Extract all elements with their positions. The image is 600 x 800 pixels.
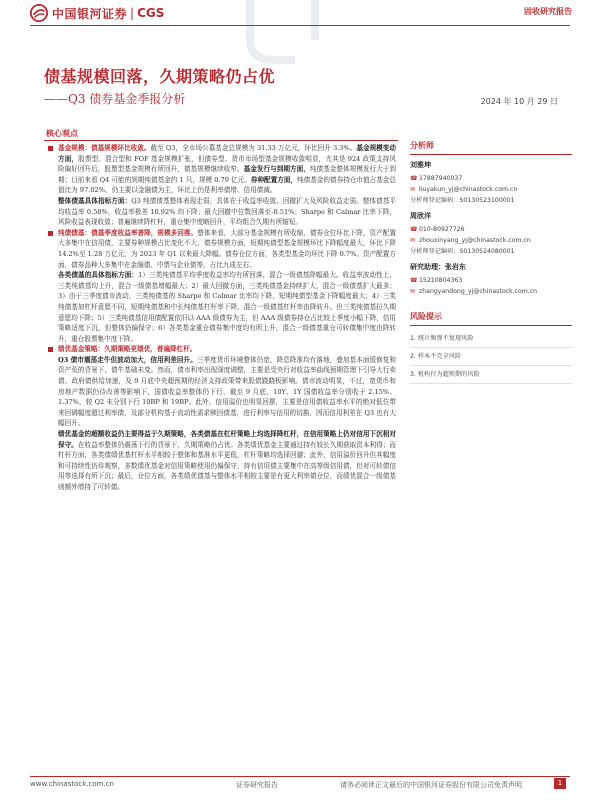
analyst-phone: ☎ 15210804363 [410, 277, 463, 284]
risk-heading: 风险提示 [410, 311, 572, 326]
email-icon: ✉ [410, 288, 416, 295]
section-label-core-views: 核心观点 [46, 128, 78, 138]
phone-icon: ☎ [410, 277, 418, 284]
analyst-block [410, 262, 572, 297]
risk-item: 1. 统计频弹不复现风险 [410, 330, 572, 348]
main-content [46, 143, 396, 493]
analyst-block [410, 160, 572, 207]
research-assistant-name: 研究助理：张岩东 [410, 263, 466, 271]
page-header [0, 0, 600, 30]
brand-name-cn: 中国银河证券 [52, 6, 128, 21]
brand-logo [30, 4, 164, 22]
footer-divider [30, 776, 570, 777]
watermark-graphic-icon [220, 0, 340, 70]
galaxy-logo-icon [30, 4, 48, 22]
analyst-block [410, 211, 572, 258]
page-number: 1 [554, 778, 566, 789]
section-divider [44, 140, 398, 141]
paragraph-overall-metrics: 整体债基具体指标方面：Q3 纯债债基整体表现走弱，具体在于收益率收敛、回撤扩大及风险收益走弱。整体债基平均收益率 0.58%，收益率极差 10.92% 均下降；最大回撤中位数回落至-0.51%；Sharpe 和 Calmar 比率下降，风险收益表现收敛；普遍继续降杠杆，重仓集中度略回升，平均组合久期有所缩短。 [58, 196, 396, 227]
phone-icon: ☎ [410, 175, 418, 182]
header-divider [30, 25, 570, 26]
analyst-heading: 分析师 [410, 140, 572, 155]
paragraph-pure-bond-funds: 纯债债基：债基季度收益率普降，规模多回落。整体来看，大部分基金规模有所收缩，债券仓位环比下降，资产配置大多集中在信用债，主要券种规模占比变化不大，债券规模方面，短期纯债型基金规模环比下降幅度最大，环比下降 14.2%至 1.28 万亿元，为 2023 年 Q1 以来最大降幅。债券仓位方面，各类型基金均环比下降 0.7%。资产配置方面，债券品种大多集中在金融债、中票与企业债等，占比九成左右。 [46, 228, 396, 270]
square-bullet-icon [48, 146, 53, 151]
analyst-cert: 分析师登记编码：S0130523100001 [410, 197, 515, 204]
square-bullet-icon [48, 231, 53, 236]
paragraph-fund-type-metrics: 各类债基的具体指标方面：1）三类纯债基平均季度收益率均有所回落，混合一级债基降幅最大。收益率波动性上，三类纯债基均上升，混合一级债基增幅最大；2）最大回撤方面，三类纯债基金持续扩大，混合一级债基扩大最多；3）由于三季度债市波动，三类纯债基的 Sharpe 和 Calmar 比率均下降，短期纯债型基金下降幅度最大；4）三类纯债基加杠杆意愿不同，短期纯债基和中长纯债基杠杆率下降，混合一级债基杠杆率由降转升。但三类纯债基拉久期意愿均下降；5）三类纯债基信用债配置依旧以 AAA 级债券为主，但 AAA 级债券持仓占比较上季度小幅下降，信用策略适度下沉，但整体仍偏保守；6）各类基金重仓债券集中度均有所上升，混合一级债基重仓可转债集中度由降转升，重仓股票集中度下降。 [58, 271, 397, 343]
paragraph-fund-size: 基金规模：债基规模环比收敛。截至 Q3，全市场公募基金总规模为 31.33 万亿元，环比回升 3.3%。基金规模变动方面，股票型、混合型和 FOF 基金规模扩张，但债券型、货币市场型基金规模收敛明显，尤其是 924 政策支持风险偏好回升后，股票型基金规模有所回升，债基规模继续收窄。基金发行与到期方面，纯债基金整体规模发行大于到期；目前来看 Q4 可能的到期纯债基金约 1 只，规模 0.79 亿元。券种配置方面，纯债基金的债券持仓市值占基金总值比为 97.02%，仍主要以金融债为主，环比上仍是利率债增、信用债减。 [46, 143, 396, 196]
page-subtitle: ——Q3 债券基金季报分析 [44, 92, 186, 106]
analyst-phone: ☎ 010-80927726 [410, 226, 465, 233]
footer-label: 证券研究报告 [236, 781, 278, 789]
footer-disclaimer: 请务必阅读正文最后的中国银河证券股份有限公司免责声明 [340, 781, 522, 789]
email-icon: ✉ [410, 237, 416, 244]
report-date: 2024 年 10 月 29 日 [480, 97, 558, 106]
analyst-name: 周欣洋 [410, 212, 431, 220]
paragraph-excess-returns: 绩优基金的超额收益仍主要得益于久期策略，各类债基在杠杆策略上均选择降杠杆，在信用策略上仍对信用下沉相对保守。在收益率整体仍震荡下行的背景下，久期策略仍占优。各类绩优基金主要通过持有较长久期获取资本利得；而杠杆方面，各类债绩优基杠杆水平相较于整体和基准水平更低，杠杆策略均选择回避；此外，信用溢价回升但其幅度和可持续性仍待观察，多数绩优基金对信用策略使用仍偏保守，持有信用债主要集中在高等级信用债，但对可转债信用等选择有所下沉；最后，仓位方面，各类绩优债基与整体水平相较主要是有更大利率债仓位，而绩优混合一级债基则额外增持了可转债。 [58, 430, 397, 491]
analyst-email[interactable]: ✉ zhouxinyang_yj@chinastock.com.cn [410, 237, 531, 244]
phone-icon: ☎ [410, 226, 418, 233]
risk-item: 3. 机构行为超预期的风险 [410, 366, 572, 384]
footer-site-link[interactable]: www.chinastock.com.cn [30, 780, 114, 788]
paragraph-top-fund-strategy: 绩优基金策略：久期策略更绩优，普遍降杠杆。 [46, 344, 396, 355]
report-type: 固收研究报告 [524, 6, 572, 16]
analyst-name: 刘雅坤 [410, 161, 431, 169]
brand-separator: | [130, 6, 135, 20]
paragraph-q3-market: Q3 债市震荡走牛但波动加大，信用利差回升。三季度货币环境整体仍宽，降息降准均有落地，叠加基本面缓修复和资产荒的背景下，债牛基础未变。然而，债市利率出现深度调整，主要是受央行对收益率曲线预期管理下引导大行卖债、政府债供给加速，及 9 月底中央超预期的经济支持政策带来股债跷跷板影响。债市波动明显，不过，宽货币和房地产数据仍待改善等影响下，国债收益率整体仍下行，截至 9 月底，10Y、1Y 国债收益率分别收于 2.15%、1.37%，较 Q2 末分别下行 10BP 和 19BP。此外，信用溢价也明显回摆，主要是信用债收益率水平的绝对低位带来回调幅度超过利率债，及部分机构基于流动性需求赎回债基，进行利率与信用的切换，因而信用利差在 Q3 也有大幅回升。 [58, 355, 396, 428]
analyst-cert: 分析师登记编码：S0130524080001 [410, 248, 515, 255]
email-icon: ✉ [410, 186, 416, 193]
risk-item: 2. 样本不完全风险 [410, 348, 572, 366]
sidebar [410, 140, 572, 384]
analyst-email[interactable]: ✉ zhangyandong_yj@chinastock.com.cn [410, 288, 538, 295]
page-title: 债基规模回落，久期策略仍占优 [44, 67, 276, 86]
square-bullet-icon [48, 347, 53, 352]
analyst-phone: ☎ 17887940037 [410, 175, 463, 182]
brand-name-en: CGS [137, 6, 165, 20]
analyst-email[interactable]: ✉ liuyakun_yj@chinastock.com.cn [410, 186, 518, 193]
